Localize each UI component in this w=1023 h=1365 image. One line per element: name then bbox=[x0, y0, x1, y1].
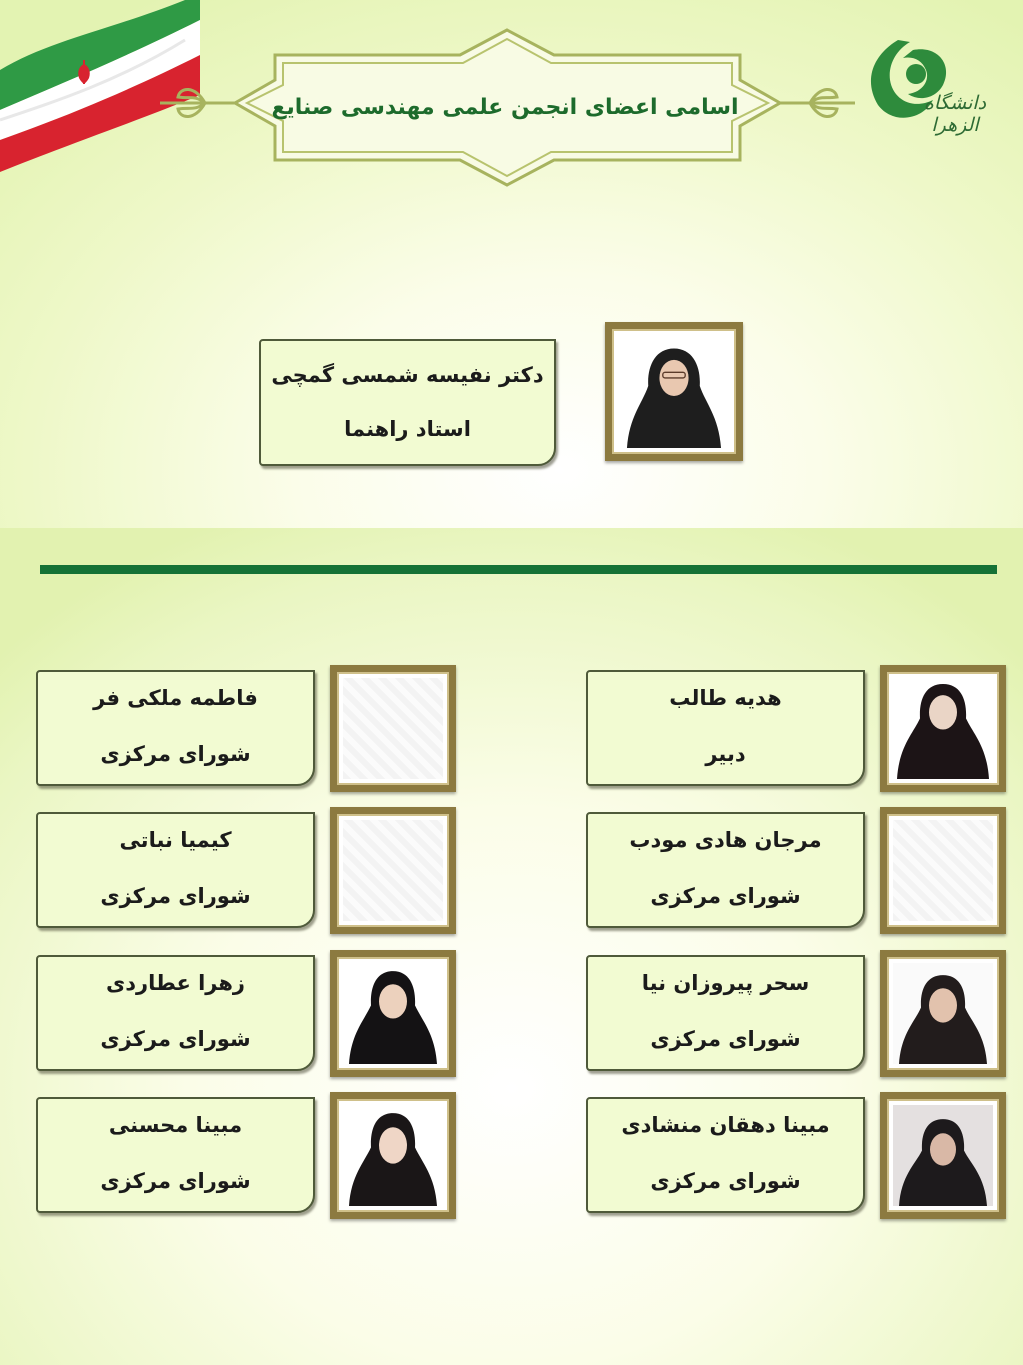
member-photo bbox=[880, 950, 1006, 1077]
member-role: شورای مرکزی bbox=[650, 884, 801, 908]
portrait-icon bbox=[893, 1105, 993, 1206]
member-name: هدیه طالب bbox=[669, 686, 782, 710]
member-role: شورای مرکزی bbox=[100, 1169, 251, 1193]
advisor-card bbox=[259, 339, 556, 466]
member-name: فاطمه ملکی فر bbox=[93, 686, 258, 710]
member-name: مرجان هادی مودب bbox=[629, 828, 822, 852]
member-photo bbox=[880, 1092, 1006, 1219]
member-role: شورای مرکزی bbox=[100, 742, 251, 766]
member-name: مبینا دهقان منشادی bbox=[621, 1113, 830, 1137]
member-card bbox=[36, 955, 315, 1071]
member-name: مبینا محسنی bbox=[108, 1113, 243, 1137]
member-name: سحر پیروزان نیا bbox=[641, 971, 810, 995]
member-card bbox=[36, 1097, 315, 1213]
member-photo-placeholder bbox=[330, 807, 456, 934]
member-photo bbox=[330, 950, 456, 1077]
member-card bbox=[586, 955, 865, 1071]
member-photo-placeholder bbox=[880, 807, 1006, 934]
member-card bbox=[36, 812, 315, 928]
member-role: شورای مرکزی bbox=[100, 884, 251, 908]
member-name: کیمیا نباتی bbox=[119, 828, 232, 852]
member-card bbox=[586, 1097, 865, 1213]
portrait-icon bbox=[893, 963, 993, 1064]
advisor-name: دکتر نفیسه شمسی گمچی bbox=[271, 363, 544, 387]
member-photo bbox=[880, 665, 1006, 792]
portrait-icon bbox=[343, 963, 443, 1064]
member-role: شورای مرکزی bbox=[650, 1169, 801, 1193]
university-name: دانشگاه الزهرا bbox=[923, 92, 987, 136]
member-name: زهرا عطاردی bbox=[105, 971, 246, 995]
page-title: اسامی اعضای انجمن علمی مهندسی صنایع bbox=[271, 95, 739, 120]
section-divider bbox=[40, 565, 997, 574]
advisor-photo bbox=[605, 322, 743, 461]
member-role: دبیر bbox=[705, 742, 746, 766]
member-card bbox=[586, 812, 865, 928]
members-background bbox=[0, 528, 1023, 1365]
portrait-icon bbox=[893, 678, 993, 779]
member-photo bbox=[330, 1092, 456, 1219]
portrait-icon bbox=[343, 1105, 443, 1206]
member-role: شورای مرکزی bbox=[100, 1027, 251, 1051]
portrait-icon bbox=[618, 335, 730, 448]
member-role: شورای مرکزی bbox=[650, 1027, 801, 1051]
member-card bbox=[586, 670, 865, 786]
member-card bbox=[36, 670, 315, 786]
member-photo-placeholder bbox=[330, 665, 456, 792]
advisor-role: استاد راهنما bbox=[344, 417, 471, 441]
